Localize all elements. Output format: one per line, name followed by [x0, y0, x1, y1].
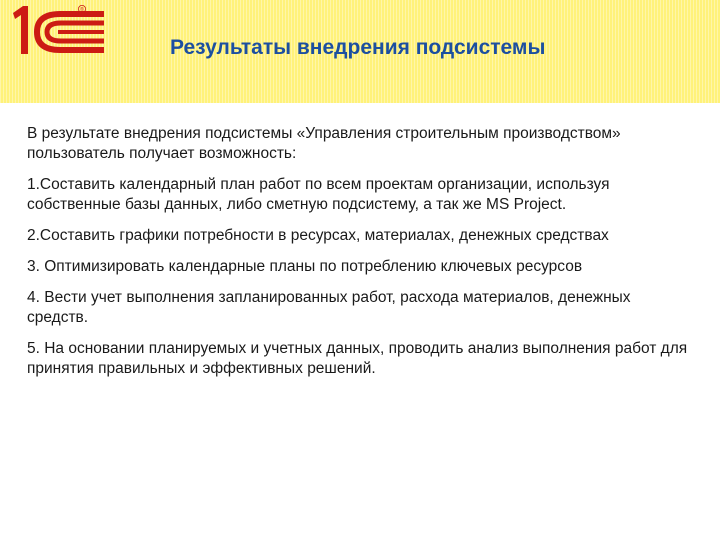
header-bar	[0, 0, 720, 103]
svg-text:®: ®	[80, 6, 84, 13]
list-item: 3. Оптимизировать календарные планы по потреблению ключевых ресурсов	[27, 258, 583, 275]
content-body	[27, 124, 692, 390]
list-item: 5. На основании планируемых и учетных данных, проводить анализ выполнения работ для принятия правильных и эффективных решений.	[27, 340, 688, 377]
page-title: Результаты внедрения подсистемы	[170, 36, 546, 59]
list-item: 4. Вести учет выполнения запланированных работ, расхода материалов, денежных средств.	[27, 289, 631, 326]
intro-paragraph: В результате внедрения подсистемы «Управления строительным производством» пользователь получает возможность:	[27, 125, 621, 162]
list-item: 2.Составить графики потребности в ресурсах, материалах, денежных средствах	[27, 227, 609, 244]
1c-logo-icon	[4, 2, 116, 62]
list-item: 1.Составить календарный план работ по всем проектам организации, используя собственные базы данных, либо сметную подсистему, а так же MS Project.	[27, 176, 610, 213]
